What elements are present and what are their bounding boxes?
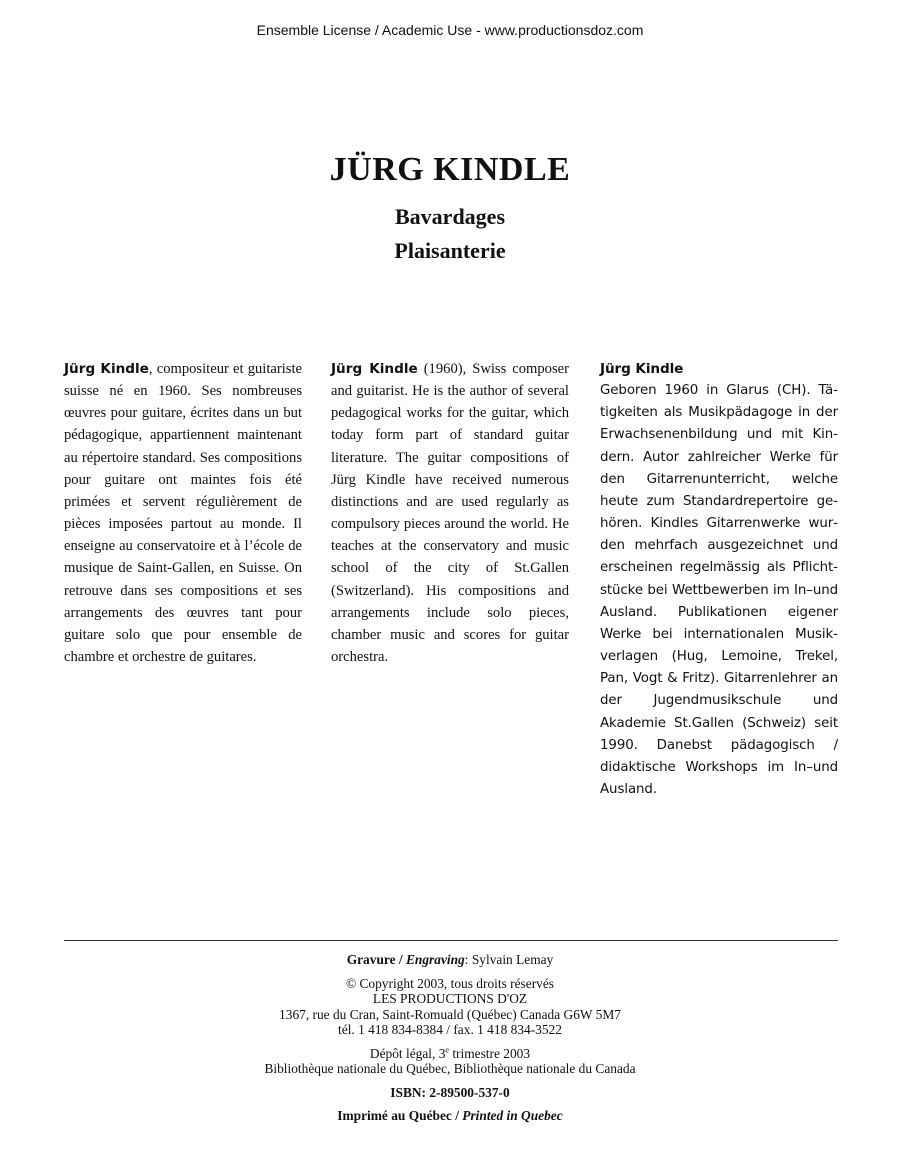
bio-english-name: Jürg Kindle [331, 361, 418, 377]
printed-fr: Imprimé au Québec / [337, 1108, 463, 1123]
bio-french-name: Jürg Kindle [64, 361, 149, 377]
phone-line: tél. 1 418 834-8384 / fax. 1 418 834-3522 [338, 1022, 562, 1037]
address-line: 1367, rue du Cran, Saint-Romuald (Québec) Canada G6W 5M7 [279, 1006, 621, 1022]
depot-line [0, 1046, 900, 1062]
piece-title-2: Plaisanterie [394, 238, 506, 263]
depot-suffix: trimestre 2003 [448, 1045, 531, 1061]
title-block [0, 150, 900, 268]
engraving-label-en: Engraving [405, 952, 465, 967]
composer-name: JÜRG KINDLE [329, 151, 571, 188]
isbn-line: ISBN: 2-89500-537-0 [390, 1084, 510, 1100]
depot-sup: e [445, 1045, 449, 1055]
bio-german: Jürg Kindle Geboren 1960 in Glarus (CH). Tätigkeiten als Musikpädagoge in der Erwachsenenbildung und mit Kindern. Autor zahlreicher Werke für den Gitarrenunterricht, welche heute zum Standardrepertoire gehören. Kindles Gitarrenwerke wurden mehrfach ausgezeichnet und erscheinen regelmässig als Pflichtstücke bei Wettbewerben im In–und Ausland. Publikationen eigener Werke bei internationalen Musikverlagen (Hug, Lemoine, Trekel, Pan, Vogt & Fritz). Gitarrenlehrer an der Jugendmusikschule und Akademie St.Gallen (Schweiz) seit 1990. Danebst pädagogisch / didaktische Workshops im In–und Ausland. [600, 358, 838, 801]
engraving-label: Gravure / [346, 952, 406, 967]
bio-german-name: Jürg Kindle [600, 361, 684, 377]
credits-block [0, 952, 900, 1124]
printed-en: Printed in Quebec [462, 1108, 563, 1123]
engraver-name: : Sylvain Lemay [464, 952, 554, 967]
divider-line [64, 940, 838, 941]
libraries-line: Bibliothèque nationale du Québec, Bibliothèque nationale du Canada [264, 1061, 636, 1076]
license-header: Ensemble License / Academic Use - www.productionsdoz.com [256, 22, 644, 38]
bio-english: Jürg Kindle (1960), Swiss composer and guitarist. He is the author of several pedagogical works for the guitar, which today form part of standard guitar literature. The guitar compositions of Jürg Kindle have received numerous distinctions and are used regularly as compulsory pieces around the world. He teaches at the conservatory and music school of the city of St.Gallen (Switzerland). His compositions and arrangements include solo pieces, chamber music and scores for guitar orchestra. [331, 361, 569, 666]
piece-title-1: Bavardages [395, 204, 505, 229]
copyright-line: © Copyright 2003, tous droits réservés [345, 975, 555, 991]
engraving-credit [0, 952, 900, 968]
printed-line [0, 1108, 900, 1124]
depot-prefix: Dépôt légal, 3 [369, 1045, 446, 1061]
bio-french: Jürg Kindle, compositeur et guitariste suisse né en 1960. Ses nombreuses œuvres pour guitare, écrites dans un but pédagogique, appartiennent maintenant au répertoire standard. Ses compositions pour guitare ont maintes fois été primées et servent régulièrement de pièces imposées partout au monde. Il enseigne au conservatoire et à l’école de musique de Saint-Gallen, en Suisse. On retrouve dans ses compositions et ses arrangements des œuvres tant pour guitare solo que pour ensemble de chambre et orchestre de guitares. [64, 361, 303, 666]
publisher-line: LES PRODUCTIONS D'OZ [372, 991, 528, 1006]
